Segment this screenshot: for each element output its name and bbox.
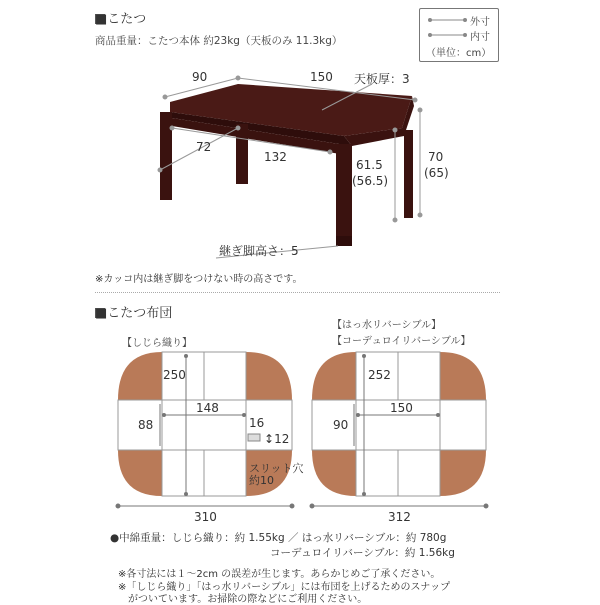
dim-inner-width: 132 xyxy=(264,150,287,164)
note-snap-cont: がついています。お掃除の際などにご利用ください。 xyxy=(128,594,368,605)
dim-top-thickness: 天板厚：3 xyxy=(354,72,410,86)
dim-16: 16 xyxy=(249,416,265,430)
slit-label-2: 約10 xyxy=(249,474,274,487)
filling-weight-line-1: ●中綿重量：しじら織り：約 1.55kg ／ はっ水リバーシブル：約 780g xyxy=(110,532,447,544)
dim-inner-depth: 72 xyxy=(196,140,212,154)
dim-total-height: 70 xyxy=(428,150,444,164)
legend-inner: 内寸 xyxy=(470,32,490,43)
product-weight: 商品重量：こたつ本体 約23kg（天板のみ 11.3kg） xyxy=(95,35,343,47)
dim-312: 312 xyxy=(388,510,411,524)
kotatsu-title-text: ■こたつ xyxy=(95,12,147,27)
dim-12: ↕12 xyxy=(264,432,290,446)
legend-outer: 外寸 xyxy=(470,17,490,28)
dim-12-value: 12 xyxy=(274,432,290,446)
legend-unit: （単位：cm） xyxy=(426,48,492,59)
dim-leg-height-alt: (56.5) xyxy=(352,174,389,188)
filling-weight-line-2: コーデュロイリバーシブル：約 1.56kg xyxy=(270,547,455,559)
reversible-label-2: 【コーデュロイリバーシブル】 xyxy=(332,336,471,347)
slit-label-1: スリット穴 xyxy=(249,462,304,475)
height-footnote: ※カッコ内は継ぎ脚をつけない時の高さです。 xyxy=(95,274,303,285)
dim-88: 88 xyxy=(138,418,154,432)
dim-90: 90 xyxy=(333,418,349,432)
note-snap: ※「しじら織り」「はっ水リバーシブル」には布団を上げるためのスナップ xyxy=(118,582,451,593)
dim-width: 150 xyxy=(310,70,333,84)
dim-150: 150 xyxy=(390,401,413,415)
reversible-label-1: 【はっ水リバーシブル】 xyxy=(332,320,442,331)
note-tolerance: ※各寸法には１～2cm の誤差が生じます。あらかじめご了承ください。 xyxy=(118,569,441,580)
dim-depth: 90 xyxy=(192,70,208,84)
slit-hole-icon xyxy=(248,434,260,441)
dim-leg-height: 61.5 xyxy=(356,158,383,172)
dim-148: 148 xyxy=(196,401,219,415)
shijira-label: 【しじら織り】 xyxy=(122,338,192,349)
futon-title-text: ■こたつ布団 xyxy=(95,306,173,321)
dim-total-height-alt: (65) xyxy=(424,166,449,180)
dim-252: 252 xyxy=(368,368,391,382)
dim-310: 310 xyxy=(194,510,217,524)
dim-extension: 継ぎ脚高さ：5 xyxy=(219,244,299,258)
dim-250: 250 xyxy=(163,368,186,382)
